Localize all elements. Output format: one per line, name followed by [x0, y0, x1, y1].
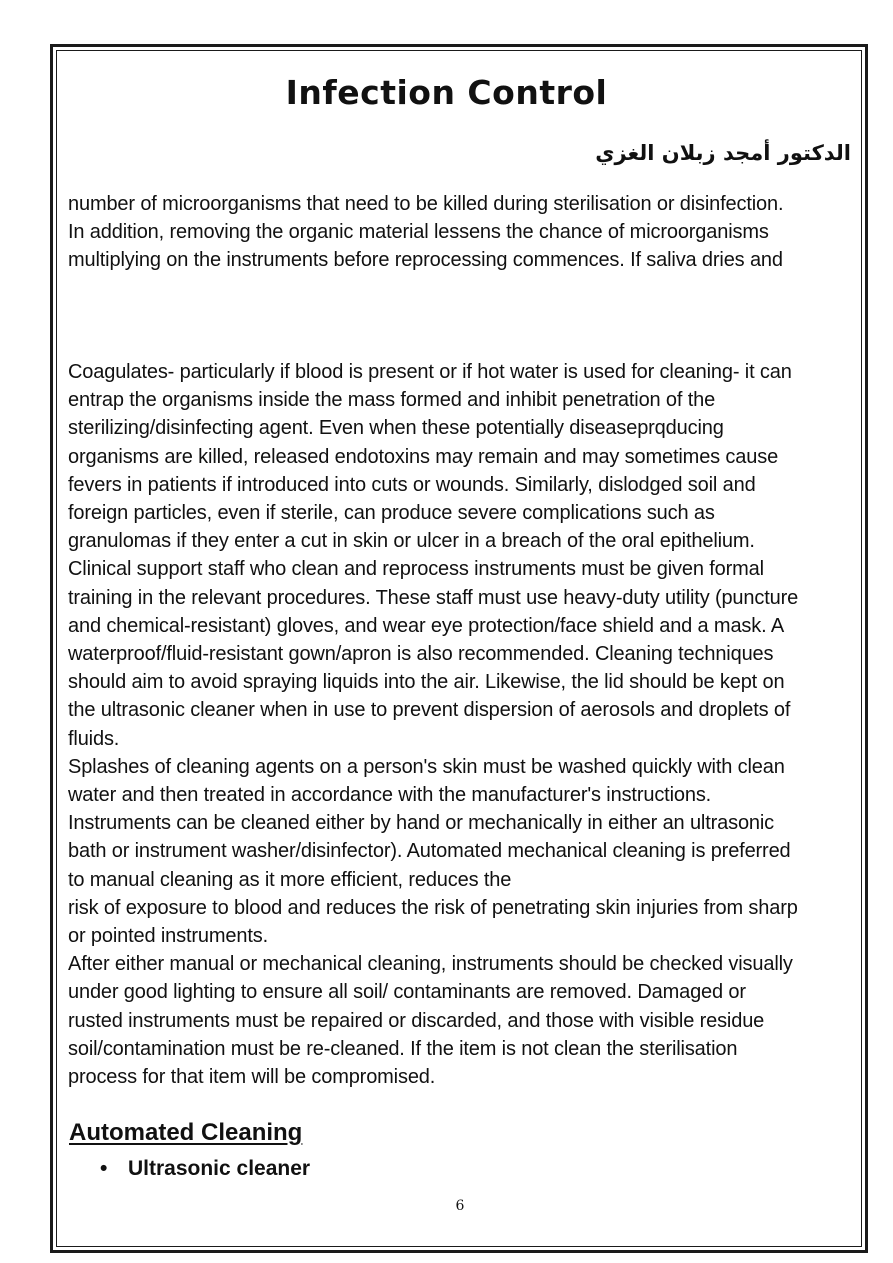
page-number: 6: [455, 1198, 465, 1214]
text-line: fluids.: [68, 727, 120, 750]
section-heading: Automated Cleaning: [69, 1119, 303, 1146]
text-line: sterilizing/disinfecting agent. Even when these potentially diseaseprqducing: [68, 417, 724, 440]
text-line: and chemical-resistant) gloves, and wear eye protection/face shield and a mask. A: [68, 614, 785, 637]
text-line: Splashes of cleaning agents on a person's skin must be washed quickly with clean: [68, 755, 785, 778]
text-line: After either manual or mechanical cleaning, instruments should be checked visually: [68, 953, 793, 976]
text-line: In addition, removing the organic material lessens the chance of microorganisms: [68, 221, 769, 244]
paragraph-1: [68, 190, 858, 275]
author-name: الدكتور أمجد زبلان الغزي: [595, 141, 851, 165]
bullet-icon: •: [100, 1157, 108, 1180]
bullet-list: [100, 1154, 310, 1184]
list-item-label: Ultrasonic cleaner: [128, 1157, 311, 1180]
text-line: should aim to avoid spraying liquids into the air. Likewise, the lid should be kept on: [68, 671, 785, 694]
text-line: waterproof/fluid-resistant gown/apron is also recommended. Cleaning techniques: [68, 643, 774, 666]
text-line: soil/contamination must be re-cleaned. If the item is not clean the sterilisation: [68, 1037, 738, 1060]
paragraph-2: [68, 358, 858, 1091]
text-line: water and then treated in accordance with the manufacturer's instructions.: [68, 784, 712, 807]
text-line: the ultrasonic cleaner when in use to prevent dispersion of aerosols and droplets of: [68, 699, 791, 722]
list-item: [100, 1154, 310, 1184]
text-line: foreign particles, even if sterile, can produce severe complications such as: [68, 502, 715, 525]
text-line: granulomas if they enter a cut in skin or ulcer in a breach of the oral epithelium.: [68, 530, 755, 553]
page-title: Infection Control: [285, 73, 608, 112]
text-line: Clinical support staff who clean and reprocess instruments must be given formal: [68, 558, 764, 581]
text-line: Instruments can be cleaned either by hand or mechanically in either an ultrasonic: [68, 812, 775, 835]
text-line: or pointed instruments.: [68, 925, 268, 948]
text-line: fevers in patients if introduced into cuts or wounds. Similarly, dislodged soil and: [68, 473, 756, 496]
text-line: under good lighting to ensure all soil/ contaminants are removed. Damaged or: [68, 981, 746, 1004]
text-line: rusted instruments must be repaired or discarded, and those with visible residue: [68, 1009, 765, 1032]
text-line: to manual cleaning as it more efficient, reduces the: [68, 868, 512, 891]
text-line: risk of exposure to blood and reduces the risk of penetrating skin injuries from sharp: [68, 896, 798, 919]
text-line: bath or instrument washer/disinfector). Automated mechanical cleaning is preferred: [68, 840, 791, 863]
text-line: number of microorganisms that need to be killed during sterilisation or disinfection.: [68, 193, 784, 215]
text-line: multiplying on the instruments before reprocessing commences. If saliva dries and: [68, 249, 783, 272]
text-line: Coagulates- particularly if blood is present or if hot water is used for cleaning- it can: [68, 361, 792, 383]
text-line: entrap the organisms inside the mass formed and inhibit penetration of the: [68, 389, 716, 412]
text-line: process for that item will be compromised.: [68, 1066, 436, 1089]
text-line: training in the relevant procedures. These staff must use heavy-duty utility (puncture: [68, 586, 799, 609]
text-line: organisms are killed, released endotoxins may remain and may sometimes cause: [68, 445, 779, 468]
